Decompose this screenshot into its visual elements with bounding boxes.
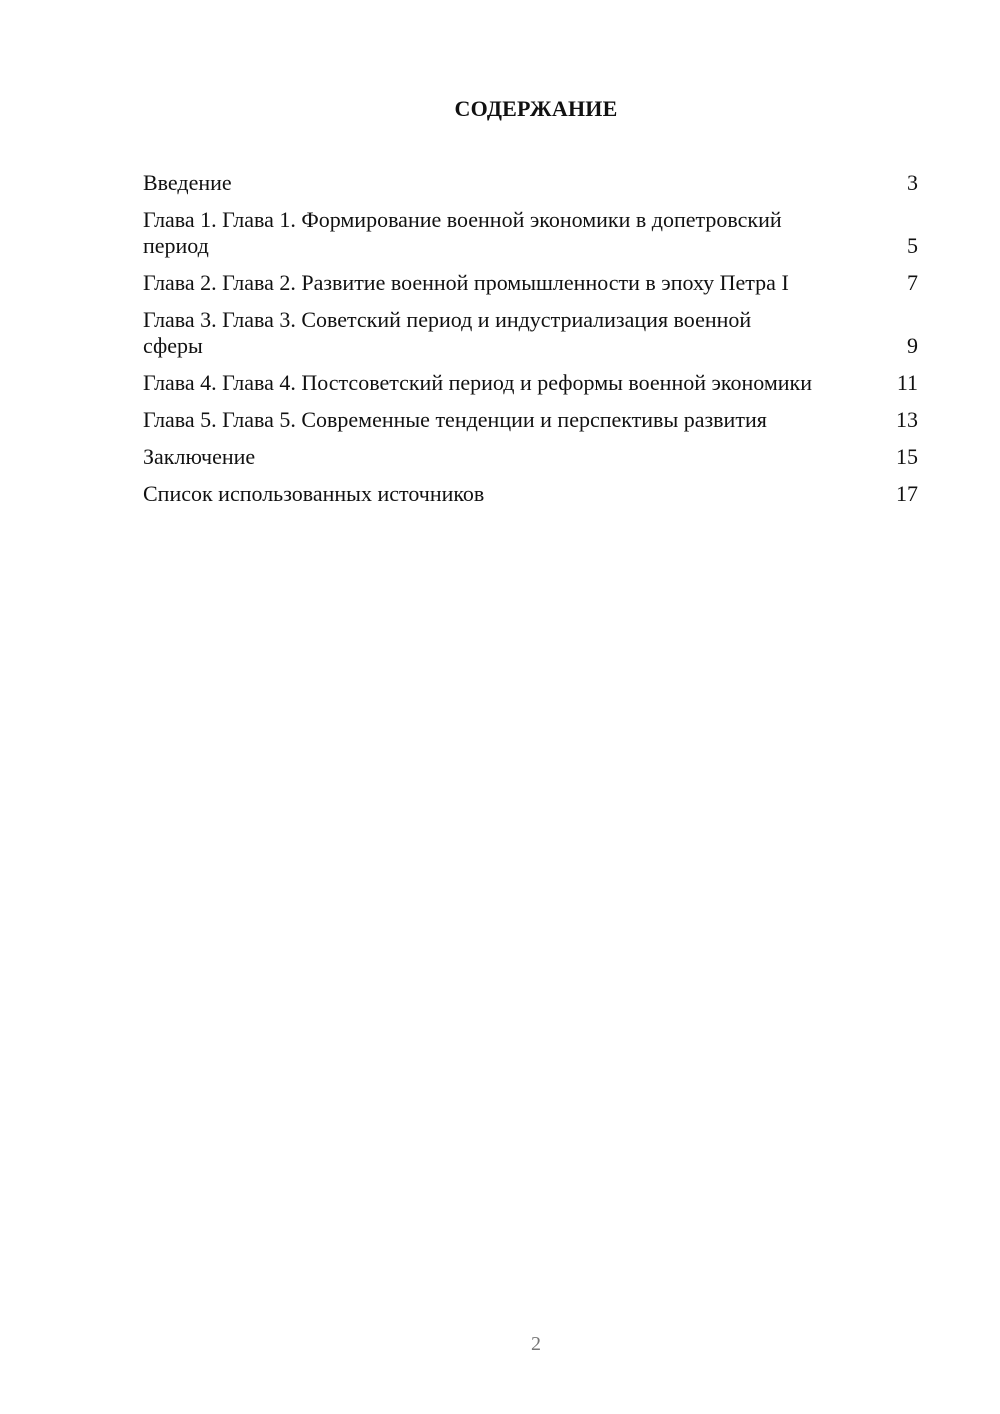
- toc-entry-page: 7: [907, 270, 918, 295]
- toc-entry-title: Заключение: [143, 444, 256, 469]
- toc-entry-title: Глава 2. Глава 2. Развитие военной промышленности в эпоху Петра I: [143, 270, 789, 295]
- toc-entry-title: Глава 3. Глава 3. Советский период и индустриализация военной сферы: [143, 307, 752, 358]
- toc-entry-page: 13: [896, 407, 918, 432]
- toc-entry-title: Глава 5. Глава 5. Современные тенденции и перспективы развития: [143, 407, 767, 432]
- page-number: 2: [531, 1333, 541, 1355]
- toc-entry-chapter-5: [143, 407, 918, 433]
- toc-entry-page: 11: [896, 370, 918, 395]
- toc-entry-page: 3: [907, 170, 918, 195]
- toc-entry-title: Список использованных источников: [143, 481, 485, 506]
- toc-entry-references: [143, 481, 918, 507]
- toc-entry-page: 9: [907, 333, 918, 358]
- toc-entry-conclusion: [143, 444, 918, 470]
- toc-entry-title: Глава 1. Глава 1. Формирование военной экономики в допетровский период: [143, 207, 782, 258]
- toc-entry-introduction: [143, 170, 918, 196]
- toc-entry-page: 5: [907, 233, 918, 258]
- toc-entry-page: 15: [896, 444, 918, 469]
- toc-entry-title: Введение: [143, 170, 232, 195]
- toc-entry-chapter-3: [143, 307, 918, 359]
- toc-entry-chapter-2: [143, 270, 918, 296]
- toc-entry-chapter-4: [143, 370, 918, 396]
- toc-entry-page: 17: [896, 481, 918, 506]
- table-of-contents: [143, 170, 918, 518]
- toc-heading: СОДЕРЖАНИЕ: [454, 96, 618, 121]
- toc-entry-chapter-1: [143, 207, 918, 259]
- toc-entry-title: Глава 4. Глава 4. Постсоветский период и реформы военной экономики: [143, 370, 813, 395]
